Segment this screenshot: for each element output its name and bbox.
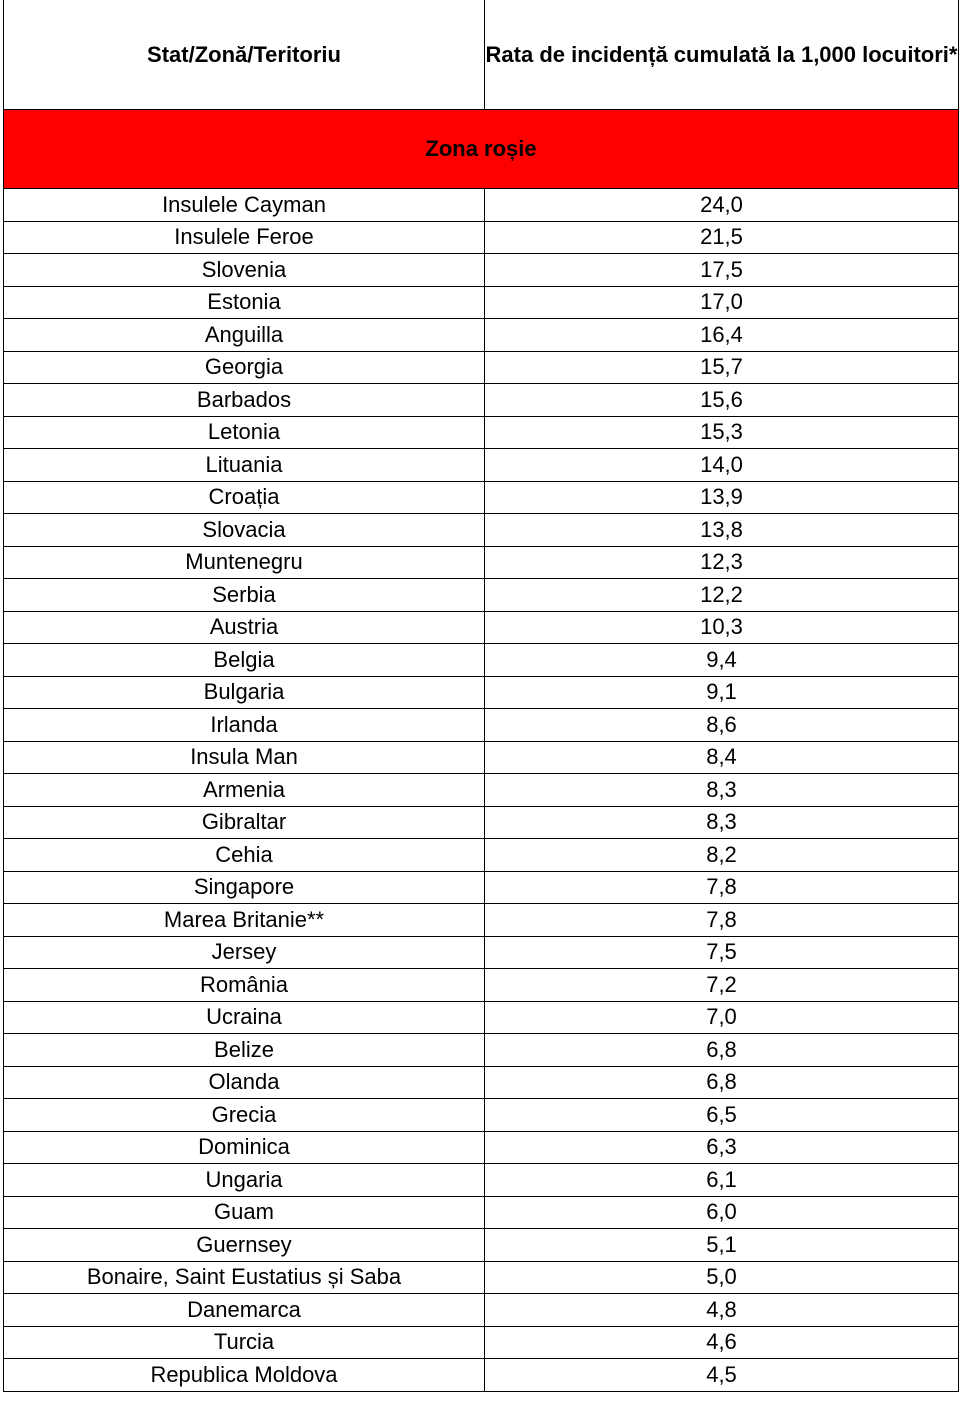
- table-row: [4, 221, 959, 254]
- table-row: [4, 1229, 959, 1262]
- country-cell: Insulele Feroe: [4, 221, 485, 254]
- country-cell: Bonaire, Saint Eustatius și Saba: [4, 1261, 485, 1294]
- header-rate: Rata de incidență cumulată la 1,000 locuitori*: [485, 0, 959, 110]
- rate-cell: 9,4: [485, 644, 959, 677]
- rate-cell: 15,6: [485, 384, 959, 417]
- rate-cell: 24,0: [485, 189, 959, 222]
- rate-cell: 15,7: [485, 351, 959, 384]
- country-cell: Insulele Cayman: [4, 189, 485, 222]
- rate-cell: 16,4: [485, 319, 959, 352]
- rate-cell: 12,3: [485, 546, 959, 579]
- table-row: [4, 936, 959, 969]
- country-cell: Serbia: [4, 579, 485, 612]
- rate-cell: 7,5: [485, 936, 959, 969]
- table-row: [4, 254, 959, 287]
- header-country: Stat/Zonă/Teritoriu: [4, 0, 485, 110]
- table-row: [4, 351, 959, 384]
- country-cell: Barbados: [4, 384, 485, 417]
- table-row: [4, 1131, 959, 1164]
- header-row: [4, 0, 959, 110]
- table-row: [4, 286, 959, 319]
- country-cell: Danemarca: [4, 1294, 485, 1327]
- country-cell: Georgia: [4, 351, 485, 384]
- table-row: [4, 1164, 959, 1197]
- rate-cell: 10,3: [485, 611, 959, 644]
- country-cell: Anguilla: [4, 319, 485, 352]
- table-row: [4, 449, 959, 482]
- table-row: [4, 774, 959, 807]
- country-cell: Ungaria: [4, 1164, 485, 1197]
- table-row: [4, 514, 959, 547]
- rate-cell: 8,6: [485, 709, 959, 742]
- rate-cell: 6,3: [485, 1131, 959, 1164]
- table-row: [4, 741, 959, 774]
- rate-cell: 9,1: [485, 676, 959, 709]
- table-row: [4, 1034, 959, 1067]
- country-cell: Marea Britanie**: [4, 904, 485, 937]
- country-cell: Croația: [4, 481, 485, 514]
- rate-cell: 7,0: [485, 1001, 959, 1034]
- table-row: [4, 1261, 959, 1294]
- table-row: [4, 839, 959, 872]
- rate-cell: 4,5: [485, 1359, 959, 1392]
- rate-cell: 14,0: [485, 449, 959, 482]
- country-cell: Republica Moldova: [4, 1359, 485, 1392]
- table-row: [4, 969, 959, 1002]
- table-row: [4, 1066, 959, 1099]
- country-cell: Slovacia: [4, 514, 485, 547]
- rate-cell: 8,3: [485, 806, 959, 839]
- rate-cell: 17,0: [485, 286, 959, 319]
- table-row: [4, 871, 959, 904]
- rate-cell: 6,0: [485, 1196, 959, 1229]
- table-row: [4, 676, 959, 709]
- country-cell: Grecia: [4, 1099, 485, 1132]
- table-row: [4, 481, 959, 514]
- rate-cell: 5,0: [485, 1261, 959, 1294]
- table-row: [4, 384, 959, 417]
- table-row: [4, 1294, 959, 1327]
- rate-cell: 6,8: [485, 1066, 959, 1099]
- table-row: [4, 1196, 959, 1229]
- country-cell: Lituania: [4, 449, 485, 482]
- table-row: [4, 611, 959, 644]
- country-cell: Ucraina: [4, 1001, 485, 1034]
- country-cell: Jersey: [4, 936, 485, 969]
- table-row: [4, 1001, 959, 1034]
- table-row: [4, 709, 959, 742]
- rate-cell: 15,3: [485, 416, 959, 449]
- table-row: [4, 189, 959, 222]
- rate-cell: 7,8: [485, 904, 959, 937]
- country-cell: Olanda: [4, 1066, 485, 1099]
- table-row: [4, 1099, 959, 1132]
- table-row: [4, 1326, 959, 1359]
- country-cell: Insula Man: [4, 741, 485, 774]
- rate-cell: 5,1: [485, 1229, 959, 1262]
- country-cell: Gibraltar: [4, 806, 485, 839]
- country-cell: Irlanda: [4, 709, 485, 742]
- table-row: [4, 904, 959, 937]
- rate-cell: 17,5: [485, 254, 959, 287]
- rate-cell: 13,9: [485, 481, 959, 514]
- rate-cell: 21,5: [485, 221, 959, 254]
- country-cell: Guernsey: [4, 1229, 485, 1262]
- rate-cell: 6,5: [485, 1099, 959, 1132]
- table-row: [4, 579, 959, 612]
- rate-cell: 6,1: [485, 1164, 959, 1197]
- rate-cell: 12,2: [485, 579, 959, 612]
- rate-cell: 8,3: [485, 774, 959, 807]
- rate-cell: 4,8: [485, 1294, 959, 1327]
- country-cell: Belgia: [4, 644, 485, 677]
- country-cell: Estonia: [4, 286, 485, 319]
- rate-cell: 6,8: [485, 1034, 959, 1067]
- country-cell: Austria: [4, 611, 485, 644]
- country-cell: Armenia: [4, 774, 485, 807]
- country-cell: Dominica: [4, 1131, 485, 1164]
- rate-cell: 7,2: [485, 969, 959, 1002]
- country-cell: Guam: [4, 1196, 485, 1229]
- rate-cell: 8,2: [485, 839, 959, 872]
- table-row: [4, 416, 959, 449]
- country-cell: Belize: [4, 1034, 485, 1067]
- rate-cell: 4,6: [485, 1326, 959, 1359]
- country-cell: Cehia: [4, 839, 485, 872]
- country-cell: Muntenegru: [4, 546, 485, 579]
- rate-cell: 7,8: [485, 871, 959, 904]
- table-row: [4, 806, 959, 839]
- table-row: [4, 319, 959, 352]
- zone-label: Zona roșie: [4, 110, 959, 189]
- table-row: [4, 644, 959, 677]
- country-cell: România: [4, 969, 485, 1002]
- rate-cell: 8,4: [485, 741, 959, 774]
- country-cell: Letonia: [4, 416, 485, 449]
- zone-row: [4, 110, 959, 189]
- incidence-table: [3, 0, 959, 1392]
- rate-cell: 13,8: [485, 514, 959, 547]
- table-row: [4, 1359, 959, 1392]
- country-cell: Bulgaria: [4, 676, 485, 709]
- country-cell: Turcia: [4, 1326, 485, 1359]
- country-cell: Slovenia: [4, 254, 485, 287]
- country-cell: Singapore: [4, 871, 485, 904]
- table-row: [4, 546, 959, 579]
